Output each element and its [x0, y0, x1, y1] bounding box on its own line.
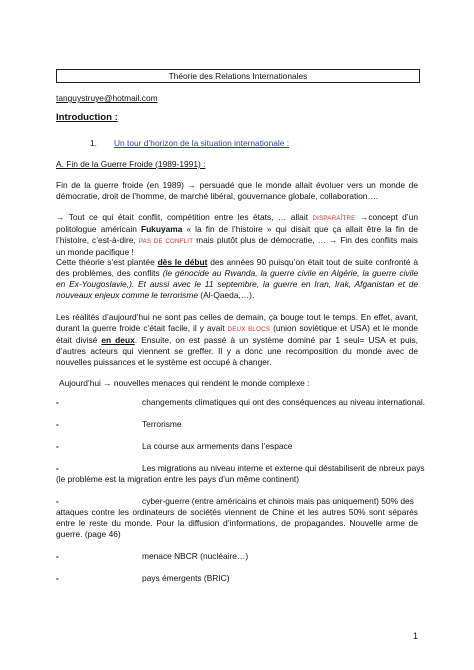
bullet-dash: -: [56, 419, 59, 429]
text-span: « la fin de l’histoire » qui disait que ça allait être la fin de l’histoire, c’est-à-dire,: [56, 224, 418, 245]
bullet-terrorism: Terrorisme: [142, 419, 182, 429]
bullet-dash: -: [56, 573, 59, 583]
bullet-dash: -: [56, 441, 59, 451]
item-link-text[interactable]: Un tour d’horizon de la situation internationale :: [114, 138, 290, 148]
bullet-dash: -: [56, 463, 59, 473]
paragraph-theory-failed: [56, 257, 418, 301]
paragraph-new-threats: Aujourd’hui → nouvelles menaces qui rendent le monde complexe :: [59, 378, 310, 388]
text-span: des années 90 puisqu’on était tout de suite confronté à des problèmes, des conflits: [56, 257, 418, 278]
bold-en-deux: en deux: [101, 335, 135, 345]
bullet-migrations-continued: (le problème est la migration entre les pays d’un même continent): [56, 474, 299, 484]
text-span: Cette théorie s’est plantée: [56, 257, 158, 267]
bold-fukuyama: Fukuyama: [140, 224, 183, 234]
page-number: 1: [412, 631, 418, 641]
paragraph-realities: [56, 312, 418, 368]
paragraph-fukuyama: [56, 212, 418, 258]
text-span: Les réalités d’aujourd’hui ne sont pas celles de demain, ça bouge tout le temps. En effet, avant, durant la guerre froide c’était facile, il y avait: [56, 312, 418, 333]
bullet-migrations: Les migrations au niveau interne et externe qui déstabilisent de nbreux pays: [142, 463, 425, 473]
bullet-nbcr: menace NBCR (nucléaire…): [142, 551, 249, 561]
bullet-dash: -: [56, 397, 59, 407]
highlight-deux-blocs: DEUX BLOCS: [227, 326, 271, 333]
bullet-emerging-countries: pays émergents (BRIC): [142, 573, 230, 583]
bold-des-le-debut: dès le début: [157, 257, 208, 267]
intro-heading: Introduction :: [56, 112, 118, 123]
text-span: . Ensuite, on est passé à un système dominé par 1 seul= USA et puis, d’autres acteurs qui viennent se greffer. Il y a donc une recomposition du monde avec de nouvelles puissances et le système est occupé à changer.: [56, 335, 418, 367]
text-span: (Al-Qaeda,…).: [197, 290, 255, 300]
bullet-climate: changements climatiques qui ont des conséquences au niveau international.: [142, 397, 426, 407]
text-span: mais plutôt plus de démocratie, … → Fin des conflits mais un monde pacifique !: [56, 235, 418, 257]
document-title: Théorie des Relations Internationales: [56, 69, 420, 83]
bullet-dash: -: [56, 551, 59, 561]
bullet-cyberwar: cyber-guerre (entre américains et chinois mais pas uniquement) 50% des: [142, 496, 414, 506]
bullet-dash: -: [56, 496, 59, 506]
text-span: → Tout ce qui était conflit, compétition entre les états, … allait: [56, 212, 313, 222]
bullet-arms-race: La course aux armements dans l’espace: [142, 441, 293, 451]
paragraph-end-cold-war: Fin de la guerre froide (en 1989) → persuadé que le monde allait évoluer vers un monde de démocratie, droit de l’homme, de marché libéral, gouvernance globale, collaboration….: [56, 180, 418, 201]
bullet-cyberwar-continued: attaques contre les ordinateurs de sociétés viennent de Chine et les autres 50% sont séparés entre le reste du monde. Pour la diffusion d’informations, de propagandes. Nouvelle arme de guerre. (page 46): [56, 507, 418, 539]
section-a-heading: A. Fin de la Guerre Froide (1989-1991) :: [56, 159, 206, 169]
text-span: (union soviétique et USA) et le monde était divisé: [56, 323, 419, 345]
item-number: 1.: [90, 138, 97, 148]
italic-examples: (le génocide au Rwanda, la guerre civile en Algérie, la guerre civile en Ex-Yougoslavie,). Et aussi avec le 11 septembre, la guerre en Iran, Irak, Afganistan et de nouveaux enjeux comme le terrorisme: [56, 268, 418, 300]
highlight-disparaitre: DISPARAÎTRE: [312, 215, 356, 222]
author-email[interactable]: tanguystruye@hotmail.com: [56, 93, 158, 103]
text-span: →concept d’un politologue américain: [56, 212, 418, 234]
highlight-pas-de-conflit: PAS DE CONFLIT: [138, 238, 194, 245]
